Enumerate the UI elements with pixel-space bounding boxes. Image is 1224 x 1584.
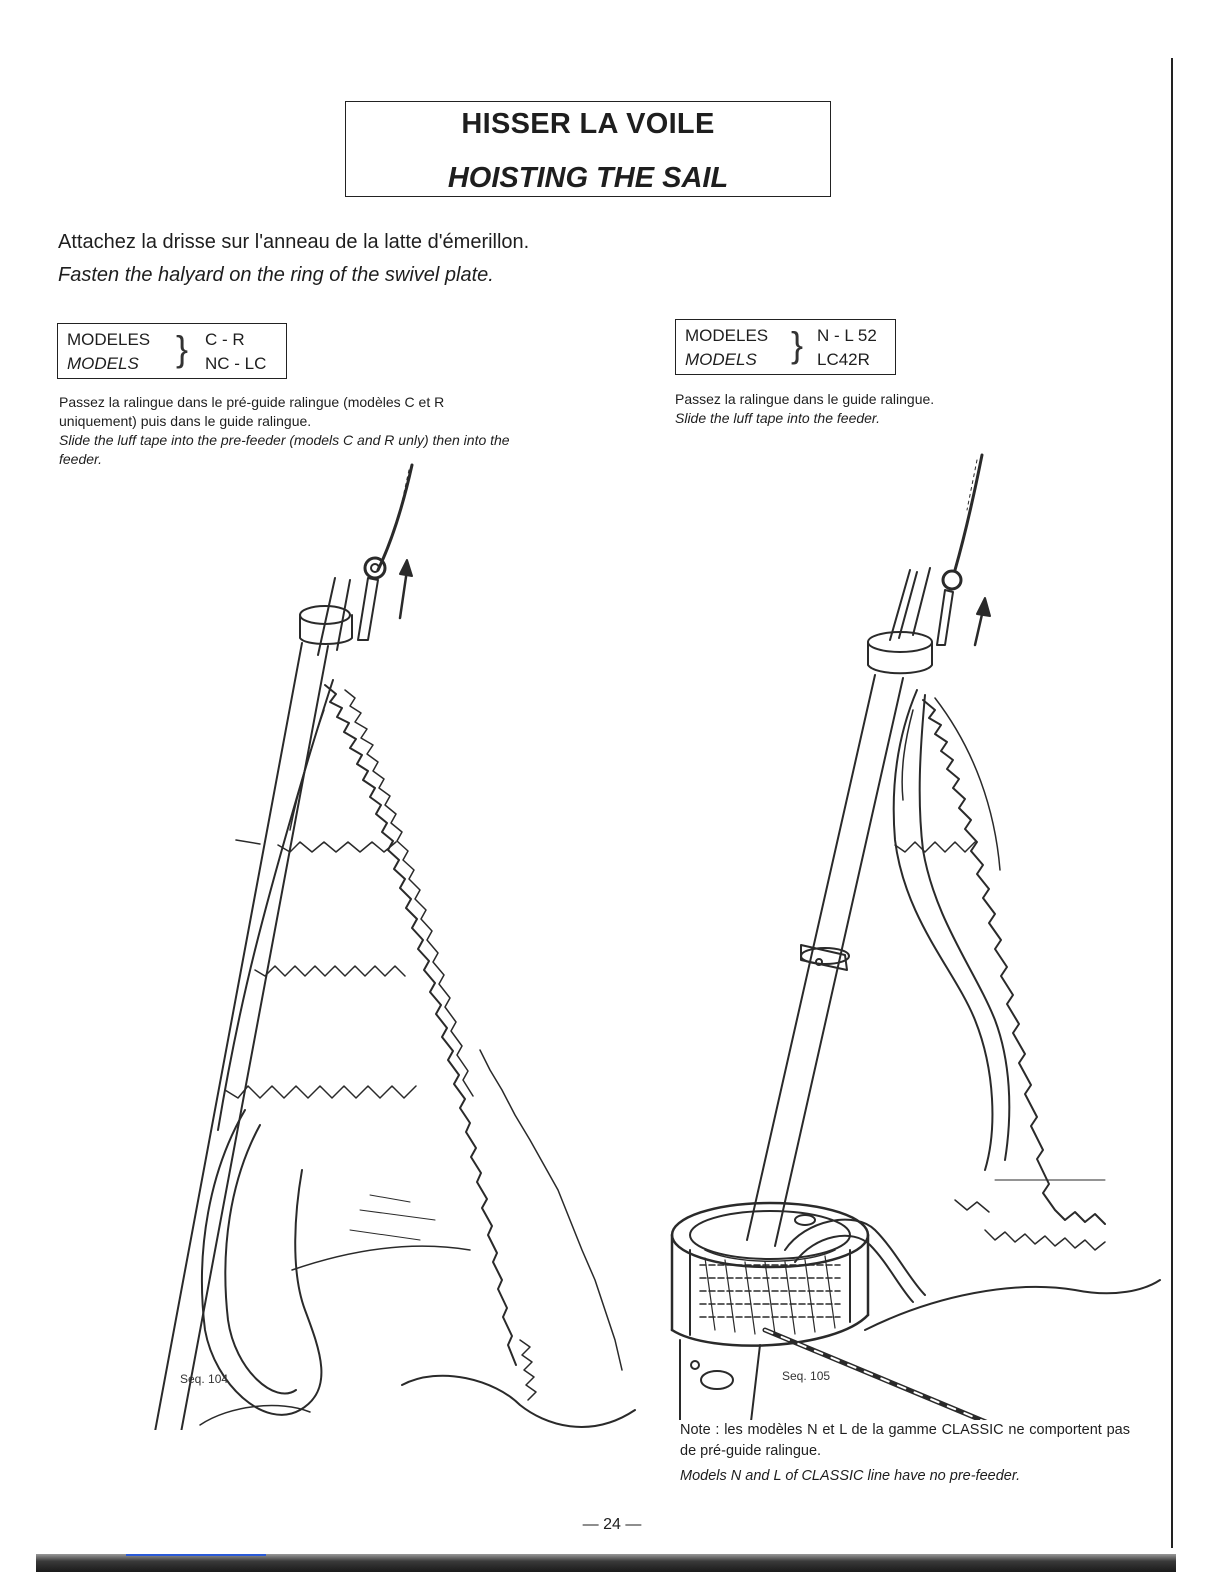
model-value: N - L 52 <box>817 326 877 345</box>
intro-french: Attachez la drisse sur l'anneau de la latte d'émerillon. <box>58 231 530 253</box>
note-french: Note : les modèles N et L de la gamme CLASSIC ne comportent pas de pré-guide ralingue. <box>680 1422 1130 1459</box>
figure-label-seq-105: Seq. 105 <box>782 1369 831 1383</box>
furler-illustration-seq-105 <box>655 450 1165 1420</box>
models-box-right <box>675 319 896 375</box>
scan-marker <box>126 1554 266 1556</box>
instructions-left-fr: Passez la ralingue dans le pré-guide ralingue (modèles C et R uniquement) puis dans le guide ralingue. <box>59 394 445 429</box>
page-number: — 24 — <box>582 1516 642 1533</box>
page-edge-rule <box>1171 58 1173 1548</box>
note-english: Models N and L of CLASSIC line have no pre-feeder. <box>680 1468 1021 1484</box>
title-english: HOISTING THE SAIL <box>447 162 729 194</box>
model-value: C - R <box>205 330 245 349</box>
model-value: LC42R <box>817 350 870 369</box>
note <box>680 1420 1130 1487</box>
models-label-fr: MODELES <box>67 330 151 349</box>
title-box <box>345 101 831 197</box>
models-box-left <box>57 323 287 379</box>
title-french: HISSER LA VOILE <box>461 108 715 140</box>
instructions-right <box>675 390 1105 428</box>
instructions-right-en: Slide the luff tape into the feeder. <box>675 410 880 426</box>
models-label-en: MODELS <box>685 350 757 369</box>
intro-english: Fasten the halyard on the ring of the swivel plate. <box>58 264 494 286</box>
models-label-fr: MODELES <box>685 326 769 345</box>
instructions-left-en: Slide the luff tape into the pre-feeder (models C and R unly) then into the feeder. <box>59 432 510 467</box>
figure-label-seq-104: Seq. 104 <box>180 1372 229 1386</box>
brace-icon: } <box>176 328 189 369</box>
models-label-en: MODELS <box>67 354 139 373</box>
instructions-right-fr: Passez la ralingue dans le guide ralingue. <box>675 391 935 407</box>
scanner-bottom-bar <box>36 1554 1176 1572</box>
brace-icon: } <box>791 324 804 365</box>
furler-illustration-seq-104 <box>50 450 650 1430</box>
model-value: NC - LC <box>205 354 267 373</box>
